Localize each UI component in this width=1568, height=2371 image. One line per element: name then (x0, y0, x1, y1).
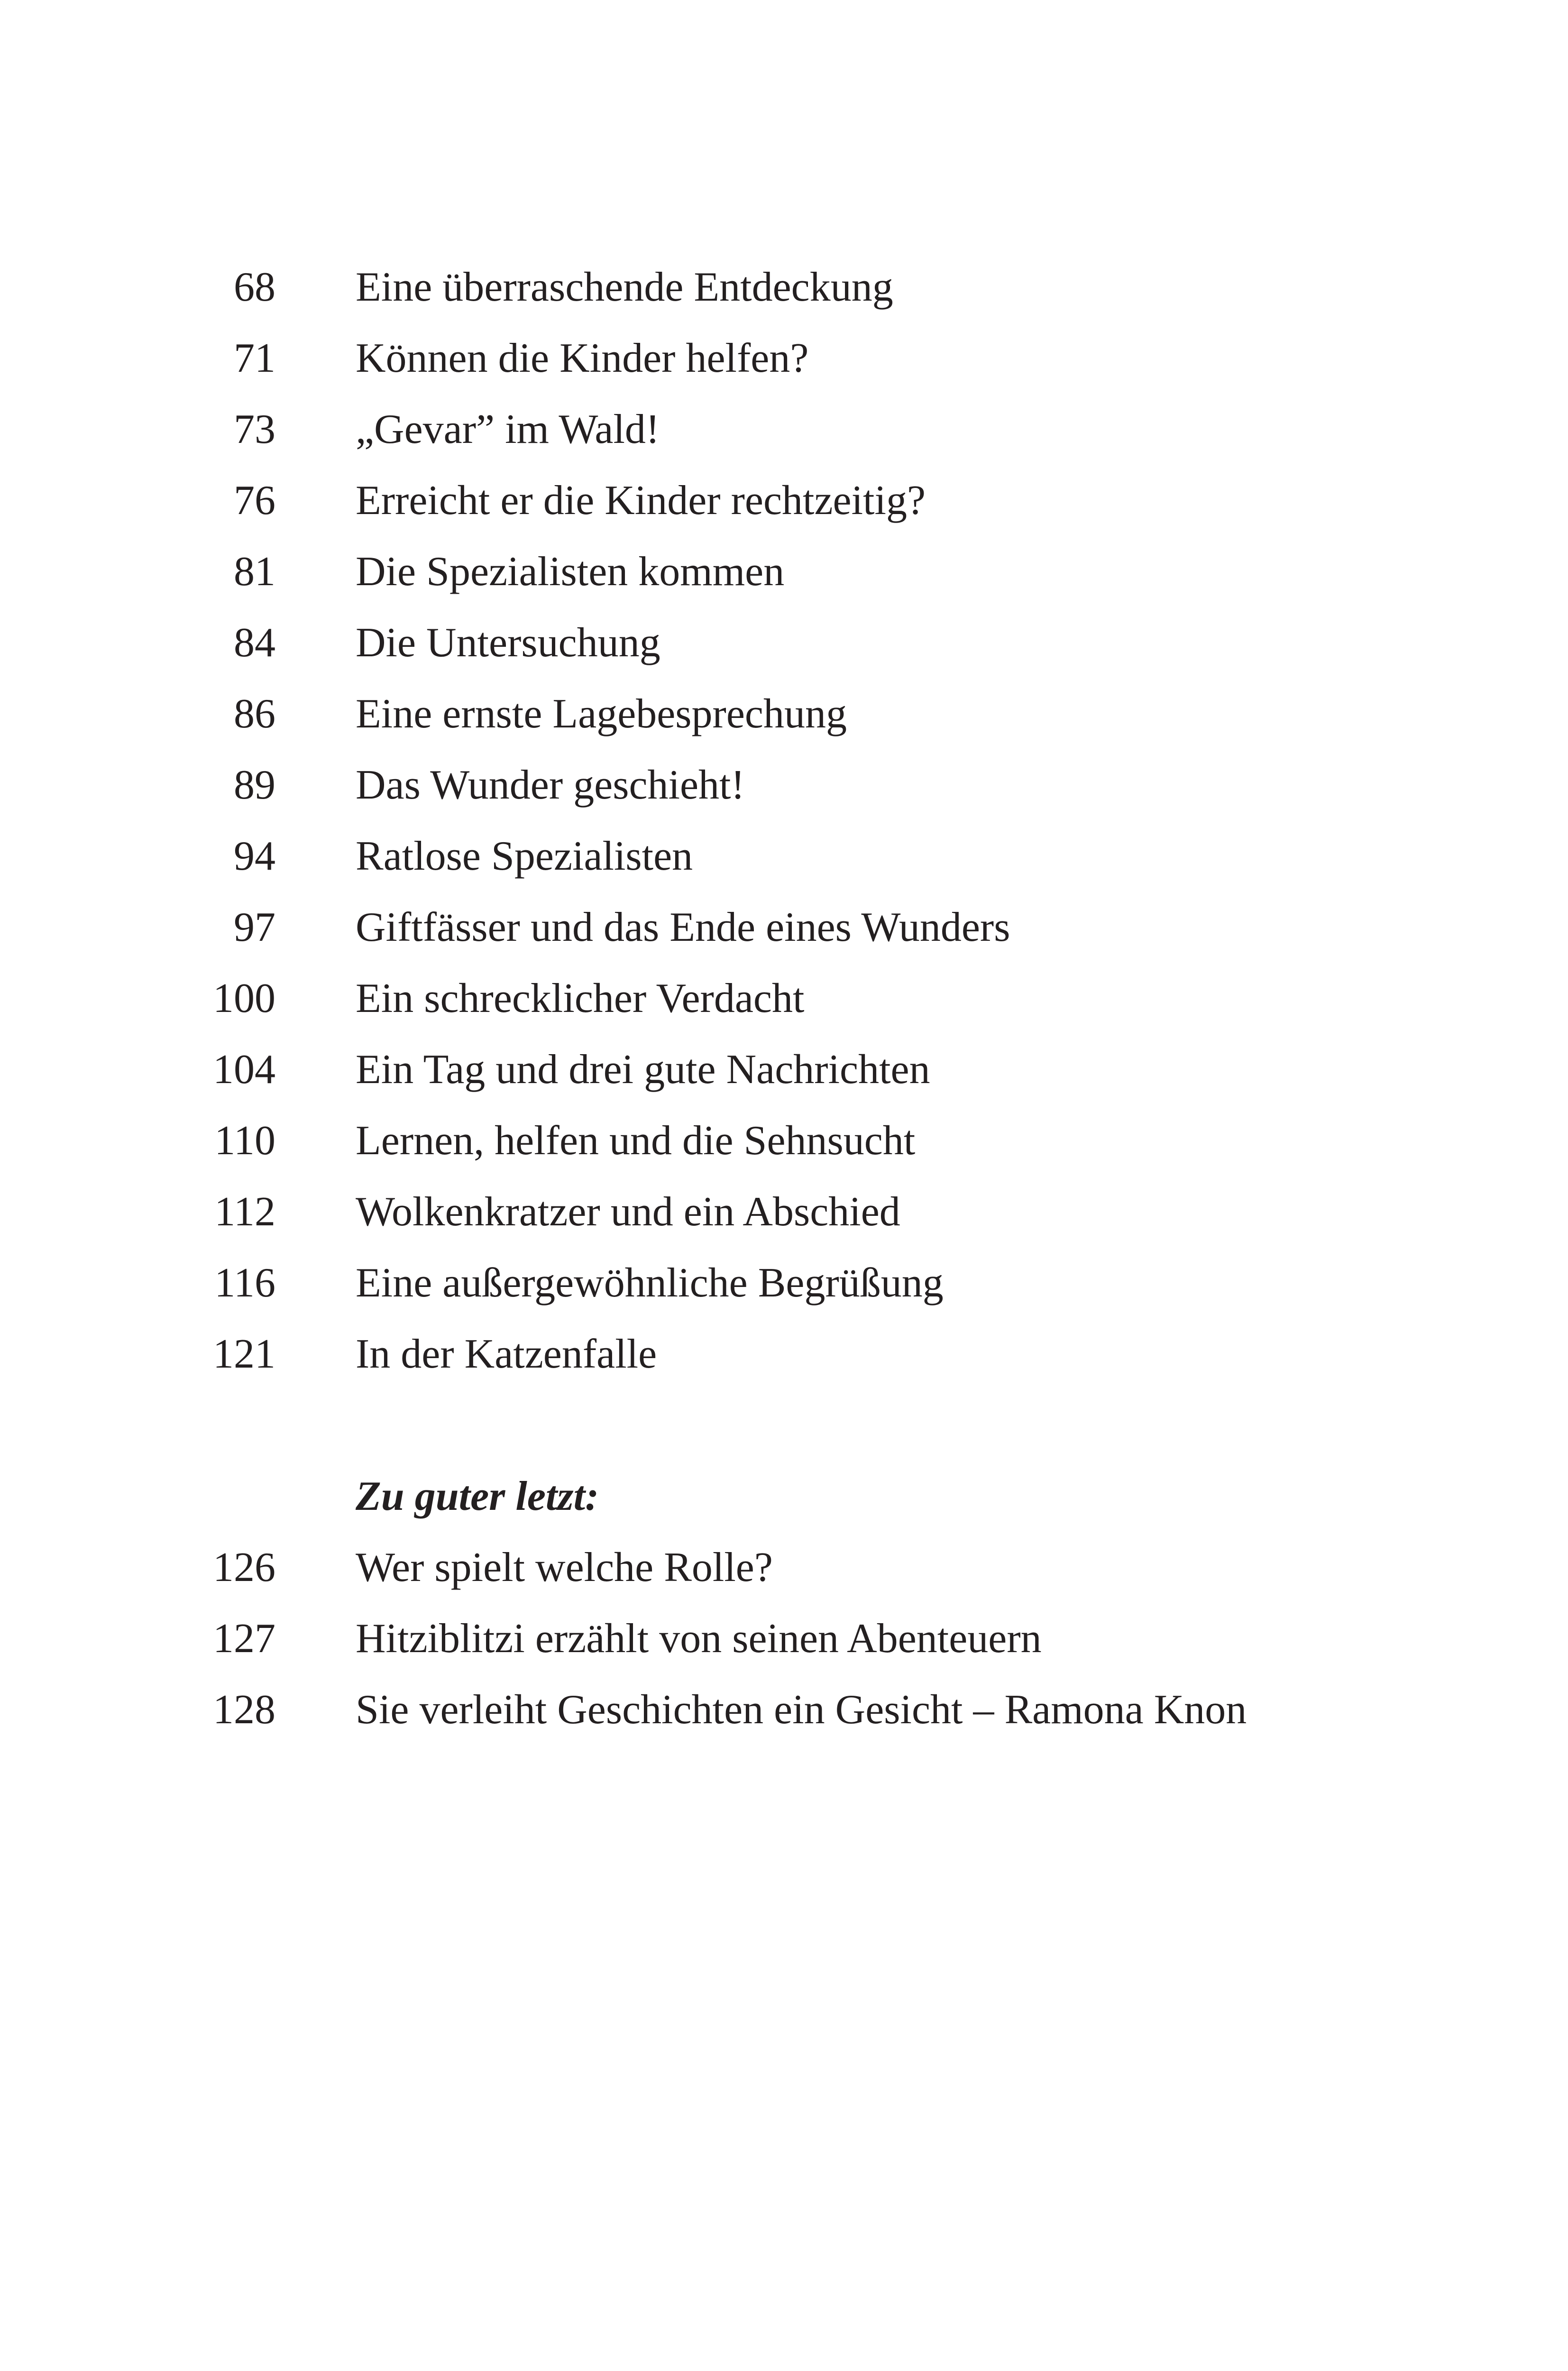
toc-entry (0, 607, 1568, 679)
toc-entry (0, 252, 1568, 323)
toc-page-number: 81 (234, 549, 275, 595)
toc-page-number: 127 (213, 1616, 275, 1662)
toc-entry (0, 1674, 1568, 1746)
toc-chapter-title: „Gevar” im Wald! (356, 406, 660, 452)
toc-section-heading-row (0, 1461, 1568, 1532)
toc-entry (0, 679, 1568, 750)
toc-entry (0, 750, 1568, 821)
toc-entry (0, 394, 1568, 465)
toc-page-number: 100 (213, 975, 275, 1021)
toc-entry (0, 1105, 1568, 1176)
toc-chapter-title: Eine außergewöhnliche Begrüßung (356, 1260, 944, 1306)
toc-entry (0, 1532, 1568, 1603)
toc-chapter-title: Wolkenkratzer und ein Abschied (356, 1189, 900, 1235)
toc-page-number: 73 (234, 406, 275, 452)
toc-chapter-title: Lernen, helfen und die Sehnsucht (356, 1118, 916, 1164)
toc-page-number: 104 (213, 1047, 275, 1093)
toc-entry (0, 1319, 1568, 1390)
toc-page-number: 126 (213, 1544, 275, 1590)
toc-page-number: 89 (234, 762, 275, 808)
toc-chapter-title: Sie verleiht Geschichten ein Gesicht – Ramona Knon (356, 1687, 1247, 1733)
toc-page-number: 71 (234, 335, 275, 381)
toc-page-number: 128 (213, 1687, 275, 1733)
toc-chapter-title: Ratlose Spezialisten (356, 833, 693, 879)
toc-chapter-title: Können die Kinder helfen? (356, 335, 809, 381)
toc-page-number: 86 (234, 691, 275, 737)
toc-entry (0, 323, 1568, 394)
toc-page-number: 112 (214, 1189, 275, 1235)
toc-chapter-title: Erreicht er die Kinder rechtzeitig? (356, 478, 926, 524)
toc-entry (0, 821, 1568, 892)
toc-page-number: 121 (213, 1331, 275, 1377)
toc-page-number: 68 (234, 264, 275, 310)
toc-entry (0, 1603, 1568, 1674)
toc-chapter-title: Eine überraschende Entdeckung (356, 264, 893, 310)
toc-chapter-title: Die Spezialisten kommen (356, 549, 785, 595)
toc-chapter-title: Die Untersuchung (356, 620, 660, 666)
toc-chapter-title: Giftfässer und das Ende eines Wunders (356, 904, 1010, 950)
toc-chapter-title: Wer spielt welche Rolle? (356, 1544, 773, 1590)
toc-page-number: 76 (234, 478, 275, 524)
toc-page-number: 97 (234, 904, 275, 950)
toc-chapter-title: Ein Tag und drei gute Nachrichten (356, 1047, 930, 1093)
toc-page-number: 94 (234, 833, 275, 879)
toc-entry (0, 465, 1568, 536)
toc-chapter-title: Eine ernste Lagebesprechung (356, 691, 847, 737)
toc-page-number: 116 (214, 1260, 275, 1306)
toc-section-heading: Zu guter letzt: (356, 1473, 599, 1519)
toc-chapter-title: Hitziblitzi erzählt von seinen Abenteuern (356, 1616, 1042, 1662)
toc-page-number: 110 (214, 1118, 275, 1164)
toc-entry (0, 892, 1568, 963)
toc-chapter-title: In der Katzenfalle (356, 1331, 657, 1377)
toc-chapter-title: Ein schrecklicher Verdacht (356, 975, 805, 1021)
toc-entry (0, 1176, 1568, 1248)
toc-entry (0, 1248, 1568, 1319)
toc-chapter-title: Das Wunder geschieht! (356, 762, 745, 808)
toc-entry (0, 1034, 1568, 1105)
toc-page-number: 84 (234, 620, 275, 666)
toc-entry (0, 963, 1568, 1034)
toc-entry (0, 536, 1568, 607)
